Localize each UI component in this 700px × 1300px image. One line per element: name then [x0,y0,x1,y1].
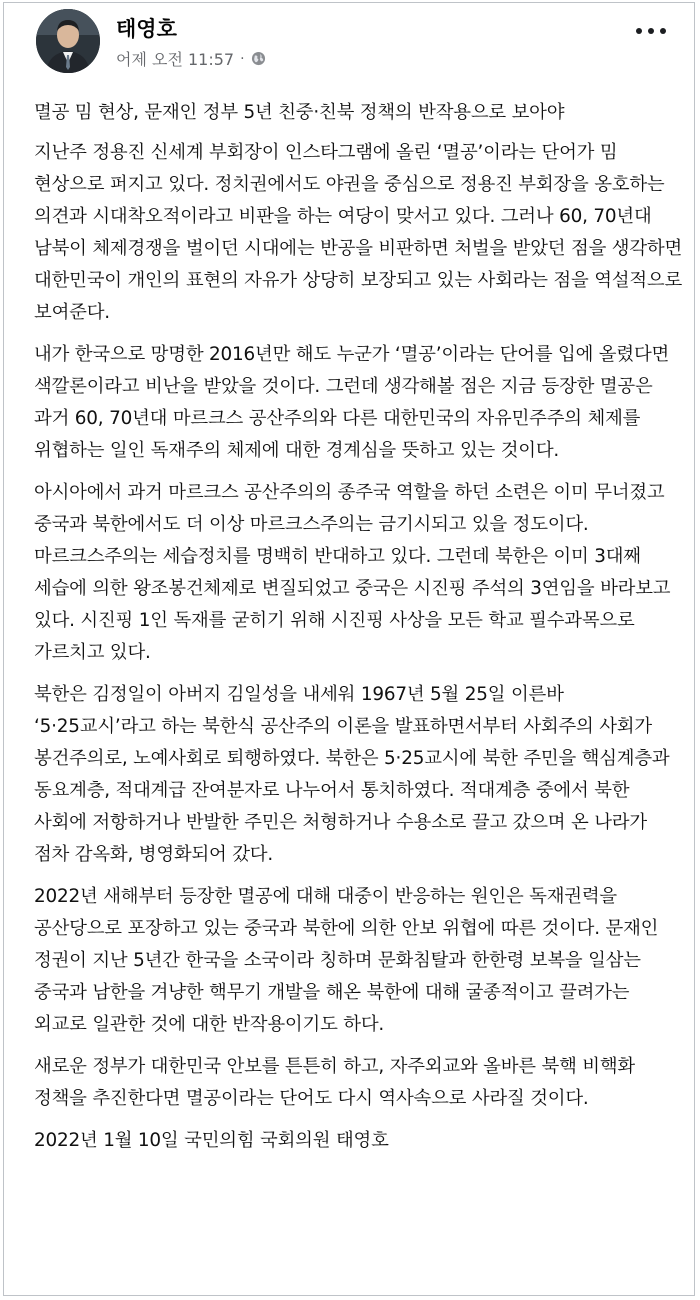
post-meta [116,47,266,70]
post-body [34,97,684,1167]
post-paragraph: 새로운 정부가 대한민국 안보를 튼튼히 하고, 자주외교와 올바른 북핵 비핵화 정책을 추진한다면 멸공이라는 단어도 다시 역사속으로 사라질 것이다. [34,1056,635,1109]
post-header [4,3,694,83]
post-paragraph: 내가 한국으로 망명한 2016년만 해도 누군가 ‘멸공’이라는 단어를 입에 올렸다면 색깔론이라고 비난을 받았을 것이다. 그런데 생각해볼 점은 지금 등장한 멸공은 과거 60, 70년대 마르크스 공산주의와 다른 대한민국의 자유민주주의 체제를 위협하는 일인 독재주의 체제에 대한 경계심을 뜻하고 있는 것이다. [34,344,670,461]
post-paragraph: 북한은 김정일이 아버지 김일성을 내세워 1967년 5월 25일 이른바 ‘5·25교시’라고 하는 북한식 공산주의 이론을 발표하면서부터 사회주의 사회가 봉건주의로, 노예사회로 퇴행하였다. 북한은 5·25교시에 북한 주민을 핵심계층과 동요계층, 적대계급 잔여분자로 나누어서 통치하였다. 적대계층 중에서 북한 사회에 저항하거나 반발한 주민은 처형하거나 수용소로 끌고 갔으며 온 나라가 점차 감옥화, 병영화되어 갔다. [34,684,670,865]
avatar-portrait [36,9,100,73]
post-paragraph: 지난주 정용진 신세계 부회장이 인스타그램에 올린 ‘멸공’이라는 단어가 밈 현상으로 퍼지고 있다. 정치권에서도 야권을 중심으로 정용진 부회장을 옹호하는 의견과 시대착오적이라고 비판을 하는 여당이 맞서고 있다. 그러나 60, 70년대 남북이 체제경쟁을 벌이던 시대에는 반공을 비판하면 처벌을 받았던 점을 생각하면 대한민국이 개인의 표현의 자유가 상당히 보장되고 있는 사회라는 점을 역설적으로 보여준다. [34,142,683,323]
post-card [3,2,695,1296]
post-signature: 2022년 1월 10일 국민의힘 국회의원 태영호 [34,1130,389,1151]
meta-separator: · [240,50,245,67]
avatar[interactable] [36,9,100,73]
post-paragraph: 2022년 새해부터 등장한 멸공에 대해 대중이 반응하는 원인은 독재권력을 공산당으로 포장하고 있는 중국과 북한에 의한 안보 위협에 따른 것이다. 문재인 정권이 지난 5년간 한국을 소국이라 칭하며 문화침탈과 한한령 보복을 일삼는 중국과 남한을 겨냥한 핵무기 개발을 해온 북한에 대해 굴종적이고 끌려가는 외교로 일관한 것에 대한 반작용이기도 하다. [34,886,659,1035]
post-headline: 멸공 밈 현상, 문재인 정부 5년 친중·친북 정책의 반작용으로 보아야 [34,102,565,123]
post-timestamp[interactable]: 어제 오전 11:57 [116,50,235,69]
post-paragraph: 아시아에서 과거 마르크스 공산주의의 종주국 역할을 하던 소련은 이미 무너졌고 중국과 북한에서도 더 이상 마르크스주의는 금기시되고 있을 정도이다. 마르크스주의는 세습정치를 명백히 반대하고 있다. 그런데 북한은 이미 3대째 세습에 의한 왕조봉건체제로 변질되었고 중국은 시진핑 주석의 3연임을 바라보고 있다. 시진핑 1인 독재를 굳히기 위해 시진핑 사상을 모든 학교 필수과목으로 가르치고 있다. [34,482,671,663]
more-horizontal-icon[interactable] [636,21,666,41]
globe-icon [251,51,266,66]
author-name[interactable]: 태영호 [116,17,177,41]
